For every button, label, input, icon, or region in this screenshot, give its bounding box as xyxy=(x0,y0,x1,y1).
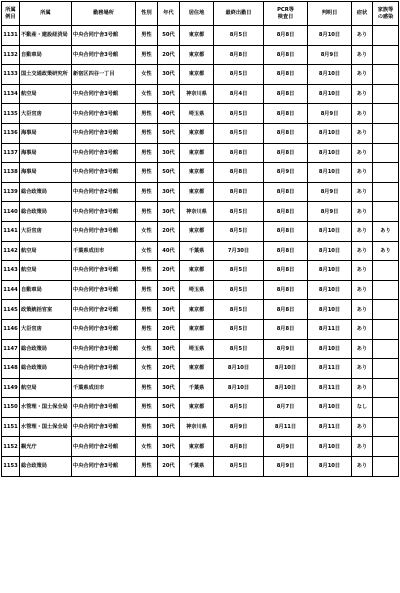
cell-family-infection xyxy=(373,339,399,359)
cell-family-infection xyxy=(373,280,399,300)
col-header-confirmed-date: 判明日 xyxy=(308,2,352,26)
table-row xyxy=(2,319,399,339)
cell-family-infection xyxy=(373,45,399,65)
cell-symptoms: なし xyxy=(352,398,373,418)
cell-last-work-day: 8月5日 xyxy=(214,26,264,46)
cell-family-infection xyxy=(373,378,399,398)
cell-gender: 男性 xyxy=(136,45,158,65)
cell-case-no: 1136 xyxy=(2,123,20,143)
cell-department: 航空局 xyxy=(20,378,72,398)
cell-workplace: 中央合同庁舎3号館 xyxy=(72,261,136,281)
cell-residence: 埼玉県 xyxy=(180,104,214,124)
cell-last-work-day: 8月5日 xyxy=(214,104,264,124)
cell-last-work-day: 8月5日 xyxy=(214,457,264,477)
cell-symptoms: あり xyxy=(352,417,373,437)
table-row xyxy=(2,202,399,222)
cell-gender: 男性 xyxy=(136,261,158,281)
cell-last-work-day: 8月8日 xyxy=(214,163,264,183)
col-header-age: 年代 xyxy=(158,2,180,26)
cell-family-infection xyxy=(373,65,399,85)
cell-symptoms: あり xyxy=(352,378,373,398)
cell-department: 海事局 xyxy=(20,123,72,143)
cell-pcr-date: 8月8日 xyxy=(264,65,308,85)
cell-case-no: 1141 xyxy=(2,221,20,241)
cell-family-infection xyxy=(373,143,399,163)
cell-age: 40代 xyxy=(158,104,180,124)
cell-confirmed-date: 8月10日 xyxy=(308,437,352,457)
cell-workplace: 中央合同庁舎3号館 xyxy=(72,280,136,300)
cell-gender: 男性 xyxy=(136,417,158,437)
cell-age: 30代 xyxy=(158,65,180,85)
cell-workplace: 中央合同庁舎3号館 xyxy=(72,123,136,143)
col-header-family-infection: 家族等 の感染 xyxy=(373,2,399,26)
cell-residence: 埼玉県 xyxy=(180,280,214,300)
cell-pcr-date: 8月8日 xyxy=(264,26,308,46)
cell-workplace: 中央合同庁舎3号館 xyxy=(72,417,136,437)
cell-symptoms: あり xyxy=(352,65,373,85)
cell-gender: 男性 xyxy=(136,104,158,124)
cell-department: 航空局 xyxy=(20,84,72,104)
cell-last-work-day: 8月5日 xyxy=(214,319,264,339)
cell-family-infection xyxy=(373,300,399,320)
table-row xyxy=(2,280,399,300)
cell-case-no: 1151 xyxy=(2,417,20,437)
cell-confirmed-date: 8月10日 xyxy=(308,84,352,104)
cell-department: 総合政策局 xyxy=(20,457,72,477)
cell-case-no: 1149 xyxy=(2,378,20,398)
cell-symptoms: あり xyxy=(352,202,373,222)
cell-symptoms: あり xyxy=(352,143,373,163)
cell-case-no: 1144 xyxy=(2,280,20,300)
cell-pcr-date: 8月8日 xyxy=(264,261,308,281)
cell-workplace: 中央合同庁舎3号館 xyxy=(72,104,136,124)
table-header-row xyxy=(2,2,399,26)
cell-confirmed-date: 8月11日 xyxy=(308,417,352,437)
cell-residence: 神奈川県 xyxy=(180,202,214,222)
cell-gender: 男性 xyxy=(136,123,158,143)
cell-symptoms: あり xyxy=(352,280,373,300)
cell-department: 大臣官房 xyxy=(20,221,72,241)
table-row xyxy=(2,163,399,183)
cell-gender: 男性 xyxy=(136,143,158,163)
cell-case-no: 1150 xyxy=(2,398,20,418)
cell-last-work-day: 7月30日 xyxy=(214,241,264,261)
cell-last-work-day: 8月8日 xyxy=(214,45,264,65)
cell-residence: 東京都 xyxy=(180,261,214,281)
col-header-case-no: 所属 例目 xyxy=(2,2,20,26)
cell-pcr-date: 8月8日 xyxy=(264,84,308,104)
cell-last-work-day: 8月5日 xyxy=(214,123,264,143)
cell-confirmed-date: 8月10日 xyxy=(308,398,352,418)
cell-age: 30代 xyxy=(158,84,180,104)
col-header-residence: 居住地 xyxy=(180,2,214,26)
cell-family-infection xyxy=(373,26,399,46)
cell-workplace: 中央合同庁舎3号館 xyxy=(72,143,136,163)
cell-gender: 男性 xyxy=(136,319,158,339)
cell-gender: 女性 xyxy=(136,359,158,379)
cell-workplace: 新宿区四谷一丁目 xyxy=(72,65,136,85)
cell-confirmed-date: 8月10日 xyxy=(308,241,352,261)
cell-department: 大臣官房 xyxy=(20,104,72,124)
cell-department: 総合政策局 xyxy=(20,182,72,202)
cell-pcr-date: 8月11日 xyxy=(264,417,308,437)
cell-workplace: 中央合同庁舎3号館 xyxy=(72,84,136,104)
table-row xyxy=(2,457,399,477)
cell-family-infection xyxy=(373,261,399,281)
cell-gender: 男性 xyxy=(136,457,158,477)
table-row xyxy=(2,26,399,46)
cell-symptoms: あり xyxy=(352,163,373,183)
cell-case-no: 1138 xyxy=(2,163,20,183)
cell-symptoms: あり xyxy=(352,261,373,281)
cell-age: 50代 xyxy=(158,123,180,143)
cell-case-no: 1152 xyxy=(2,437,20,457)
cell-workplace: 中央合同庁舎3号館 xyxy=(72,457,136,477)
col-header-last-work-day: 最終出勤日 xyxy=(214,2,264,26)
cell-pcr-date: 8月8日 xyxy=(264,221,308,241)
cell-workplace: 千葉県成田市 xyxy=(72,241,136,261)
cell-last-work-day: 8月5日 xyxy=(214,221,264,241)
cell-residence: 東京都 xyxy=(180,143,214,163)
cell-residence: 東京都 xyxy=(180,26,214,46)
cell-confirmed-date: 8月10日 xyxy=(308,221,352,241)
cell-residence: 千葉県 xyxy=(180,241,214,261)
cell-symptoms: あり xyxy=(352,457,373,477)
cell-confirmed-date: 8月10日 xyxy=(308,143,352,163)
cell-confirmed-date: 8月10日 xyxy=(308,300,352,320)
cell-family-infection xyxy=(373,359,399,379)
table-row xyxy=(2,398,399,418)
cell-age: 30代 xyxy=(158,300,180,320)
cell-case-no: 1132 xyxy=(2,45,20,65)
cell-confirmed-date: 8月10日 xyxy=(308,457,352,477)
cell-pcr-date: 8月8日 xyxy=(264,319,308,339)
cell-age: 40代 xyxy=(158,241,180,261)
table-row xyxy=(2,104,399,124)
cell-age: 30代 xyxy=(158,339,180,359)
cell-residence: 東京都 xyxy=(180,163,214,183)
cell-age: 30代 xyxy=(158,417,180,437)
cell-confirmed-date: 8月10日 xyxy=(308,261,352,281)
cell-case-no: 1139 xyxy=(2,182,20,202)
cell-pcr-date: 8月9日 xyxy=(264,437,308,457)
cell-case-no: 1135 xyxy=(2,104,20,124)
cell-symptoms: あり xyxy=(352,123,373,143)
cell-gender: 男性 xyxy=(136,202,158,222)
cell-department: 国土交通政策研究所 xyxy=(20,65,72,85)
cell-residence: 東京都 xyxy=(180,398,214,418)
cell-pcr-date: 8月9日 xyxy=(264,339,308,359)
cell-pcr-date: 8月8日 xyxy=(264,300,308,320)
cell-residence: 東京都 xyxy=(180,182,214,202)
cell-family-infection xyxy=(373,457,399,477)
cell-age: 20代 xyxy=(158,221,180,241)
cell-age: 20代 xyxy=(158,45,180,65)
cell-case-no: 1140 xyxy=(2,202,20,222)
cell-family-infection xyxy=(373,104,399,124)
cell-gender: 男性 xyxy=(136,378,158,398)
table-row xyxy=(2,45,399,65)
cell-department: 水管理・国土保全局 xyxy=(20,398,72,418)
table-body xyxy=(2,26,399,477)
cell-workplace: 中央合同庁舎3号館 xyxy=(72,339,136,359)
table-row xyxy=(2,84,399,104)
cell-confirmed-date: 8月10日 xyxy=(308,339,352,359)
cell-workplace: 中央合同庁舎3号館 xyxy=(72,319,136,339)
cell-symptoms: あり xyxy=(352,45,373,65)
cell-last-work-day: 8月10日 xyxy=(214,359,264,379)
cell-case-no: 1153 xyxy=(2,457,20,477)
cell-residence: 東京都 xyxy=(180,221,214,241)
cell-pcr-date: 8月8日 xyxy=(264,104,308,124)
cell-pcr-date: 8月9日 xyxy=(264,457,308,477)
table-row xyxy=(2,182,399,202)
cell-department: 自動車局 xyxy=(20,280,72,300)
table-row xyxy=(2,241,399,261)
cell-family-infection: あり xyxy=(373,241,399,261)
table-row xyxy=(2,221,399,241)
cell-family-infection xyxy=(373,84,399,104)
col-header-symptoms: 症状 xyxy=(352,2,373,26)
cell-case-no: 1148 xyxy=(2,359,20,379)
cell-gender: 男性 xyxy=(136,280,158,300)
cell-workplace: 中央合同庁舎3号館 xyxy=(72,221,136,241)
cell-family-infection xyxy=(373,437,399,457)
col-header-department: 所属 xyxy=(20,2,72,26)
cell-gender: 女性 xyxy=(136,84,158,104)
table-row xyxy=(2,143,399,163)
cell-pcr-date: 8月8日 xyxy=(264,202,308,222)
cell-confirmed-date: 8月11日 xyxy=(308,359,352,379)
cell-last-work-day: 8月8日 xyxy=(214,143,264,163)
cell-gender: 女性 xyxy=(136,65,158,85)
cell-family-infection xyxy=(373,202,399,222)
cell-department: 総合政策局 xyxy=(20,202,72,222)
cell-pcr-date: 8月8日 xyxy=(264,280,308,300)
cell-residence: 東京都 xyxy=(180,123,214,143)
cell-residence: 東京都 xyxy=(180,319,214,339)
cell-case-no: 1133 xyxy=(2,65,20,85)
table-row xyxy=(2,359,399,379)
cell-residence: 千葉県 xyxy=(180,378,214,398)
table-row xyxy=(2,339,399,359)
cell-age: 20代 xyxy=(158,359,180,379)
cell-gender: 男性 xyxy=(136,398,158,418)
cell-confirmed-date: 8月9日 xyxy=(308,182,352,202)
cell-gender: 男性 xyxy=(136,182,158,202)
col-header-pcr-date: PCR等 検査日 xyxy=(264,2,308,26)
cell-confirmed-date: 8月10日 xyxy=(308,123,352,143)
cell-confirmed-date: 8月10日 xyxy=(308,26,352,46)
cell-residence: 埼玉県 xyxy=(180,339,214,359)
cell-workplace: 中央合同庁舎2号館 xyxy=(72,182,136,202)
cell-department: 海事局 xyxy=(20,163,72,183)
cell-family-infection xyxy=(373,163,399,183)
table-row xyxy=(2,300,399,320)
cell-pcr-date: 8月9日 xyxy=(264,163,308,183)
cell-pcr-date: 8月8日 xyxy=(264,182,308,202)
cell-pcr-date: 8月8日 xyxy=(264,45,308,65)
cell-department: 水管理・国土保全局 xyxy=(20,417,72,437)
cell-residence: 東京都 xyxy=(180,65,214,85)
cell-pcr-date: 8月8日 xyxy=(264,123,308,143)
cell-age: 50代 xyxy=(158,398,180,418)
cell-last-work-day: 8月9日 xyxy=(214,417,264,437)
cell-last-work-day: 8月5日 xyxy=(214,339,264,359)
cell-pcr-date: 8月10日 xyxy=(264,359,308,379)
table-row xyxy=(2,261,399,281)
cell-symptoms: あり xyxy=(352,437,373,457)
cell-case-no: 1147 xyxy=(2,339,20,359)
cell-department: 総合政策局 xyxy=(20,339,72,359)
table-row xyxy=(2,378,399,398)
cell-pcr-date: 8月8日 xyxy=(264,241,308,261)
cell-last-work-day: 8月8日 xyxy=(214,437,264,457)
cell-confirmed-date: 8月9日 xyxy=(308,45,352,65)
cell-case-no: 1134 xyxy=(2,84,20,104)
cell-confirmed-date: 8月10日 xyxy=(308,65,352,85)
cell-age: 50代 xyxy=(158,163,180,183)
cell-gender: 女性 xyxy=(136,221,158,241)
cell-last-work-day: 8月5日 xyxy=(214,398,264,418)
cell-family-infection xyxy=(373,182,399,202)
cell-symptoms: あり xyxy=(352,359,373,379)
cell-symptoms: あり xyxy=(352,319,373,339)
infection-table xyxy=(1,1,399,477)
cell-pcr-date: 8月10日 xyxy=(264,378,308,398)
cell-pcr-date: 8月8日 xyxy=(264,143,308,163)
cell-gender: 男性 xyxy=(136,26,158,46)
cell-residence: 神奈川県 xyxy=(180,417,214,437)
cell-residence: 東京都 xyxy=(180,300,214,320)
cell-gender: 女性 xyxy=(136,339,158,359)
cell-last-work-day: 8月10日 xyxy=(214,378,264,398)
cell-confirmed-date: 8月9日 xyxy=(308,104,352,124)
cell-workplace: 中央合同庁舎3号館 xyxy=(72,45,136,65)
cell-last-work-day: 8月8日 xyxy=(214,182,264,202)
cell-last-work-day: 8月5日 xyxy=(214,280,264,300)
table-row xyxy=(2,437,399,457)
cell-case-no: 1131 xyxy=(2,26,20,46)
cell-age: 30代 xyxy=(158,143,180,163)
cell-residence: 東京都 xyxy=(180,437,214,457)
cell-symptoms: あり xyxy=(352,221,373,241)
cell-department: 観光庁 xyxy=(20,437,72,457)
cell-workplace: 千葉県成田市 xyxy=(72,378,136,398)
cell-age: 30代 xyxy=(158,182,180,202)
cell-confirmed-date: 8月11日 xyxy=(308,378,352,398)
cell-family-infection: あり xyxy=(373,221,399,241)
cell-department: 航空局 xyxy=(20,261,72,281)
cell-confirmed-date: 8月9日 xyxy=(308,202,352,222)
cell-symptoms: あり xyxy=(352,339,373,359)
cell-department: 総合政策局 xyxy=(20,359,72,379)
cell-family-infection xyxy=(373,417,399,437)
cell-case-no: 1137 xyxy=(2,143,20,163)
cell-symptoms: あり xyxy=(352,26,373,46)
cell-age: 30代 xyxy=(158,202,180,222)
cell-confirmed-date: 8月10日 xyxy=(308,280,352,300)
cell-family-infection xyxy=(373,398,399,418)
cell-gender: 男性 xyxy=(136,163,158,183)
cell-confirmed-date: 8月10日 xyxy=(308,163,352,183)
cell-symptoms: あり xyxy=(352,182,373,202)
cell-workplace: 中央合同庁舎3号館 xyxy=(72,26,136,46)
cell-last-work-day: 8月5日 xyxy=(214,300,264,320)
cell-family-infection xyxy=(373,123,399,143)
cell-workplace: 中央合同庁舎3号館 xyxy=(72,359,136,379)
cell-workplace: 中央合同庁舎3号館 xyxy=(72,163,136,183)
cell-department: 自動車局 xyxy=(20,45,72,65)
cell-age: 30代 xyxy=(158,280,180,300)
col-header-gender: 性別 xyxy=(136,2,158,26)
table-row xyxy=(2,65,399,85)
cell-gender: 女性 xyxy=(136,437,158,457)
cell-workplace: 中央合同庁舎2号館 xyxy=(72,300,136,320)
table-row xyxy=(2,123,399,143)
cell-age: 20代 xyxy=(158,319,180,339)
cell-case-no: 1142 xyxy=(2,241,20,261)
cell-residence: 東京都 xyxy=(180,359,214,379)
cell-symptoms: あり xyxy=(352,104,373,124)
col-header-workplace: 勤務場所 xyxy=(72,2,136,26)
table-row xyxy=(2,417,399,437)
cell-confirmed-date: 8月11日 xyxy=(308,319,352,339)
cell-case-no: 1143 xyxy=(2,261,20,281)
cell-department: 政策統括官室 xyxy=(20,300,72,320)
cell-workplace: 中央合同庁舎3号館 xyxy=(72,202,136,222)
cell-age: 20代 xyxy=(158,261,180,281)
cell-last-work-day: 8月5日 xyxy=(214,65,264,85)
cell-last-work-day: 8月5日 xyxy=(214,261,264,281)
cell-workplace: 中央合同庁舎3号館 xyxy=(72,398,136,418)
cell-workplace: 中央合同庁舎2号館 xyxy=(72,437,136,457)
cell-department: 不動産・建設経済局 xyxy=(20,26,72,46)
cell-gender: 男性 xyxy=(136,300,158,320)
cell-symptoms: あり xyxy=(352,84,373,104)
cell-department: 航空局 xyxy=(20,241,72,261)
cell-pcr-date: 8月7日 xyxy=(264,398,308,418)
cell-last-work-day: 8月4日 xyxy=(214,84,264,104)
cell-residence: 東京都 xyxy=(180,45,214,65)
cell-case-no: 1145 xyxy=(2,300,20,320)
cell-age: 30代 xyxy=(158,378,180,398)
cell-residence: 千葉県 xyxy=(180,457,214,477)
cell-age: 30代 xyxy=(158,437,180,457)
cell-case-no: 1146 xyxy=(2,319,20,339)
cell-family-infection xyxy=(373,319,399,339)
cell-age: 50代 xyxy=(158,26,180,46)
cell-symptoms: あり xyxy=(352,300,373,320)
cell-age: 20代 xyxy=(158,457,180,477)
cell-gender: 女性 xyxy=(136,241,158,261)
cell-last-work-day: 8月5日 xyxy=(214,202,264,222)
cell-department: 大臣官房 xyxy=(20,319,72,339)
cell-residence: 神奈川県 xyxy=(180,84,214,104)
cell-department: 海事局 xyxy=(20,143,72,163)
cell-symptoms: あり xyxy=(352,241,373,261)
